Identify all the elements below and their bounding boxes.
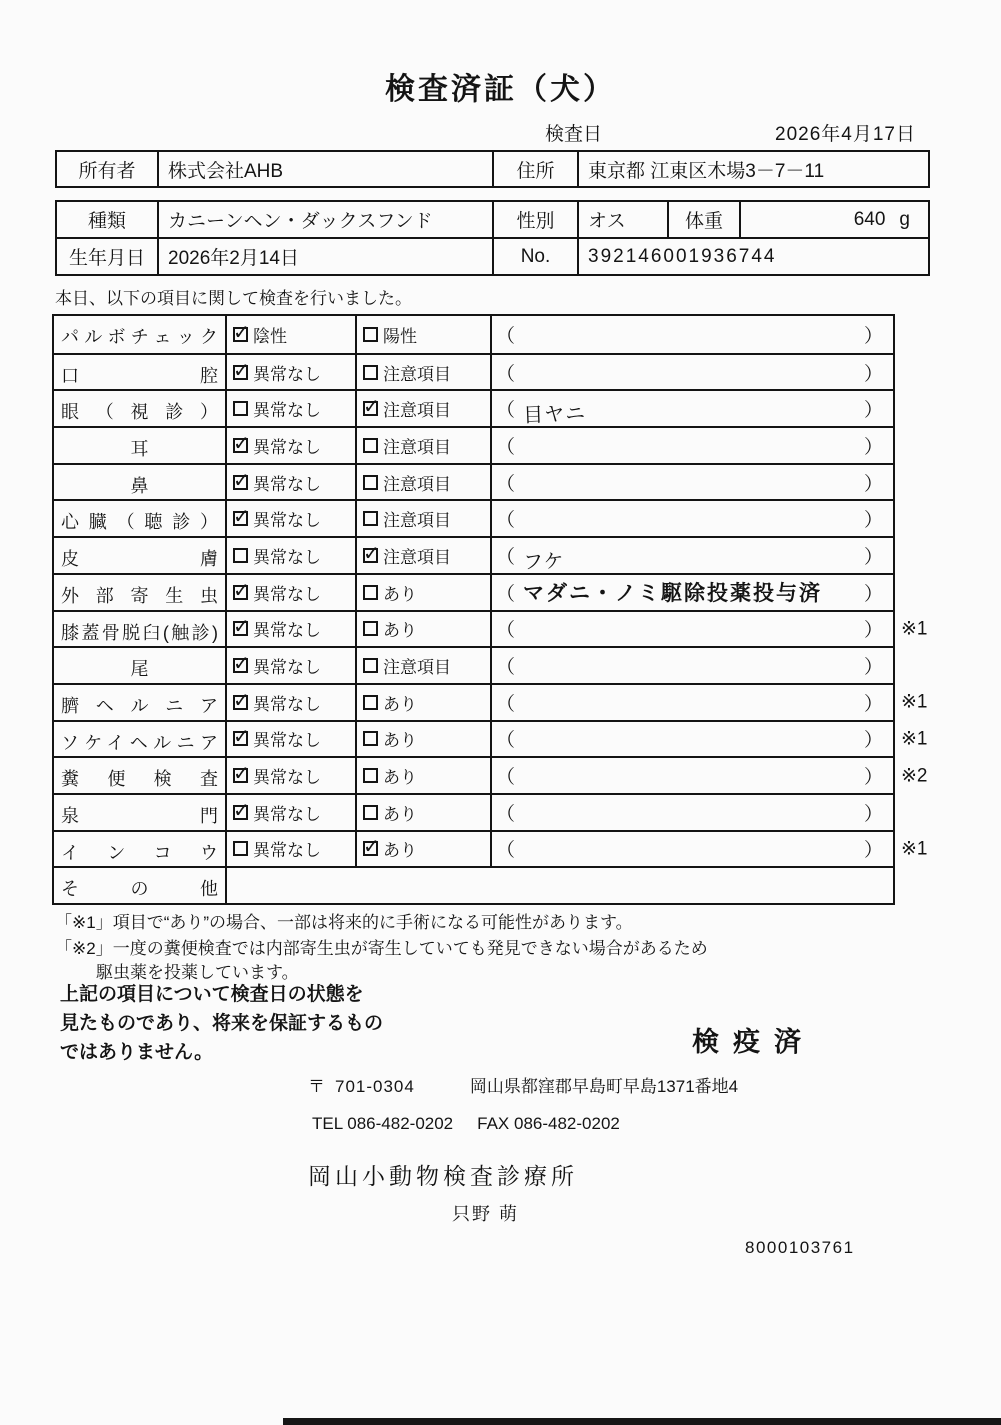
exam-option-2 xyxy=(355,685,490,720)
footnote-mark: ※2 xyxy=(901,765,928,787)
exam-note-cell xyxy=(490,722,893,757)
clinic-fax: FAX 086-482-0202 xyxy=(477,1114,620,1133)
exam-option-label: あり xyxy=(383,804,417,824)
disclaimer-text xyxy=(60,980,383,1067)
weight-label: 体重 xyxy=(667,202,739,237)
breed-label: 種類 xyxy=(87,211,126,232)
exam-row xyxy=(54,866,893,903)
checkbox-unchecked-icon xyxy=(363,438,378,453)
disclaimer-line-2: 見たものであり、将来を保証するもの xyxy=(60,1013,384,1034)
exam-option-label: 異常なし xyxy=(253,731,321,751)
exam-row xyxy=(54,720,928,757)
exam-option-1 xyxy=(225,832,355,867)
exam-option-label: 異常なし xyxy=(253,658,321,678)
exam-option-label: 注意項目 xyxy=(383,511,451,531)
open-paren: （ xyxy=(496,510,516,532)
owner-label: 所有者 xyxy=(78,160,136,182)
close-paren: ） xyxy=(863,325,883,347)
clinic-tel: TEL 086-482-0202 xyxy=(312,1114,454,1133)
exam-note-cell xyxy=(490,575,893,610)
footnote-mark: ※1 xyxy=(901,728,928,750)
address-label: 住所 xyxy=(492,152,577,186)
exam-note-cell xyxy=(490,501,893,536)
birthdate-label: 生年月日 xyxy=(68,248,145,269)
checkbox-checked-icon xyxy=(233,805,248,820)
exam-option-1 xyxy=(225,316,355,353)
close-paren: ） xyxy=(863,767,883,789)
checkbox-unchecked-icon xyxy=(363,621,378,636)
close-paren: ） xyxy=(863,620,883,642)
exam-item-label: その他 xyxy=(61,879,218,900)
breed-value: カニーンヘン・ダックスフンド xyxy=(157,202,492,237)
exam-item-label: 皮膚 xyxy=(61,549,218,570)
exam-option-label: 異常なし xyxy=(253,474,321,494)
clinic-name: 岡山小動物検査診療所 xyxy=(308,1163,578,1189)
exam-option-label: 異常なし xyxy=(253,437,321,457)
close-paren: ） xyxy=(863,510,883,532)
open-paren: （ xyxy=(496,840,516,862)
exam-option-2 xyxy=(355,758,490,793)
postal-code: 701-0304 xyxy=(335,1077,415,1096)
intro-text: 本日、以下の項目に関して検査を行いました。 xyxy=(55,289,412,308)
open-paren: （ xyxy=(496,657,516,679)
footnote-2-continued: 駆虫薬を投薬しています。 xyxy=(96,963,299,982)
exam-option-2 xyxy=(355,391,490,426)
clinic-address: 岡山県都窪郡早島町早島1371番地4 xyxy=(469,1077,739,1096)
exam-item-label: パルボチェック xyxy=(61,327,218,347)
exam-row xyxy=(54,756,928,793)
checkbox-checked-icon xyxy=(363,841,378,856)
exam-option-label: 異常なし xyxy=(253,511,321,531)
close-paren: ） xyxy=(863,400,883,422)
open-paren: （ xyxy=(496,583,516,605)
owner-value: 株式会社AHB xyxy=(157,152,492,186)
footnote-2: 「※2」一度の糞便検査では内部寄生虫が寄生していても発見できない場合があるため xyxy=(55,939,708,958)
birthdate-value: 2026年2月14日 xyxy=(157,239,492,274)
open-paren: （ xyxy=(496,730,516,752)
pet-table xyxy=(55,200,930,276)
disclaimer-line-3: ではありません。 xyxy=(60,1042,214,1063)
checkbox-unchecked-icon xyxy=(363,327,378,342)
exam-option-label: 異常なし xyxy=(253,694,321,714)
serial-number: 8000103761 xyxy=(745,1238,855,1257)
exam-note-text: フケ xyxy=(522,550,565,574)
checkbox-unchecked-icon xyxy=(233,401,248,416)
checkbox-checked-icon xyxy=(233,695,248,710)
close-paren: ） xyxy=(863,473,883,495)
exam-option-1 xyxy=(225,465,355,500)
checkbox-checked-icon xyxy=(233,658,248,673)
exam-item-label: 泉門 xyxy=(61,805,218,826)
exam-option-2 xyxy=(355,612,490,647)
exam-row xyxy=(54,499,893,536)
checkbox-checked-icon xyxy=(233,511,248,526)
exam-row xyxy=(54,830,928,867)
exam-note-cell xyxy=(490,612,893,647)
exam-item-label: 外部寄生虫 xyxy=(61,585,218,606)
close-paren: ） xyxy=(863,730,883,752)
checkbox-unchecked-icon xyxy=(363,768,378,783)
exam-option-2 xyxy=(355,428,490,463)
open-paren: （ xyxy=(496,693,516,715)
disclaimer-line-1: 上記の項目について検査日の状態を xyxy=(60,984,364,1005)
footnote-mark: ※1 xyxy=(901,838,928,860)
owner-table xyxy=(55,150,930,188)
close-paren: ） xyxy=(863,436,883,458)
inspection-date-value: 2026年4月17日 xyxy=(775,124,916,145)
exam-note-cell xyxy=(490,428,893,463)
exam-option-2 xyxy=(355,538,490,573)
exam-option-2 xyxy=(355,722,490,757)
checkbox-unchecked-icon xyxy=(363,658,378,673)
exam-option-2 xyxy=(355,501,490,536)
exam-option-2 xyxy=(355,465,490,500)
exam-note-cell xyxy=(490,832,893,867)
checkbox-unchecked-icon xyxy=(363,731,378,746)
exam-option-2 xyxy=(355,575,490,610)
sex-label: 性別 xyxy=(492,202,577,237)
exam-note-cell xyxy=(490,538,893,573)
open-paren: （ xyxy=(496,546,516,568)
close-paren: ） xyxy=(863,583,883,605)
checkbox-unchecked-icon xyxy=(233,548,248,563)
exam-option-label: あり xyxy=(383,731,417,751)
exam-row xyxy=(54,683,928,720)
footnote-mark: ※1 xyxy=(901,691,928,713)
exam-item-label: インコウ xyxy=(61,842,218,863)
exam-row xyxy=(54,536,893,573)
exam-row xyxy=(54,426,893,463)
exam-option-1 xyxy=(225,795,355,830)
checkbox-checked-icon xyxy=(233,585,248,600)
checkbox-unchecked-icon xyxy=(363,365,378,380)
exam-row xyxy=(54,793,893,830)
pet-table-row-breed xyxy=(57,202,928,237)
exam-note-cell xyxy=(490,648,893,683)
checkbox-unchecked-icon xyxy=(363,695,378,710)
footnote-mark: ※1 xyxy=(901,618,928,640)
exam-option-1 xyxy=(225,391,355,426)
exam-option-label: 異常なし xyxy=(253,804,321,824)
open-paren: （ xyxy=(496,767,516,789)
exam-note-cell xyxy=(490,355,893,390)
exam-row xyxy=(54,389,893,426)
exam-item-label: 鼻 xyxy=(130,475,149,496)
exam-option-label: 陰性 xyxy=(253,326,287,346)
close-paren: ） xyxy=(863,693,883,715)
exam-option-label: あり xyxy=(383,841,417,861)
exam-option-1 xyxy=(225,612,355,647)
exam-option-label: あり xyxy=(383,694,417,714)
checkbox-checked-icon xyxy=(233,475,248,490)
checkbox-unchecked-icon xyxy=(233,841,248,856)
exam-option-2 xyxy=(355,355,490,390)
open-paren: （ xyxy=(496,363,516,385)
pet-table-row-birth xyxy=(57,237,928,274)
weight-cell xyxy=(739,202,928,237)
exam-option-label: 注意項目 xyxy=(383,547,451,567)
exam-item-label: 耳 xyxy=(130,439,149,460)
exam-item-label: 口腔 xyxy=(61,365,218,386)
exam-option-label: 異常なし xyxy=(253,768,321,788)
weight-unit: g xyxy=(899,208,910,230)
exam-option-label: 異常なし xyxy=(253,364,321,384)
checkbox-unchecked-icon xyxy=(363,585,378,600)
exam-option-label: 注意項目 xyxy=(383,401,451,421)
open-paren: （ xyxy=(496,473,516,495)
exam-note-cell xyxy=(490,316,893,353)
exam-empty-cell xyxy=(225,868,893,903)
exam-row xyxy=(54,353,893,390)
exam-item-label: 膝蓋骨脱臼(触診) xyxy=(61,622,218,643)
exam-note-cell xyxy=(490,465,893,500)
exam-item-label: ソケイヘルニア xyxy=(61,732,218,753)
close-paren: ） xyxy=(863,363,883,385)
postal-mark-icon: 〒 xyxy=(308,1077,325,1096)
checkbox-checked-icon xyxy=(233,327,248,342)
exam-item-label: 臍ヘルニア xyxy=(61,695,218,716)
scan-edge-artifact xyxy=(283,1418,1001,1425)
exam-table xyxy=(52,314,928,905)
checkbox-checked-icon xyxy=(363,548,378,563)
exam-note-cell xyxy=(490,758,893,793)
weight-value: 640 xyxy=(853,208,886,230)
quarantine-stamp: 検疫済 xyxy=(692,1027,815,1057)
exam-item-label: 眼（視診） xyxy=(61,402,218,423)
exam-option-label: 異常なし xyxy=(253,841,321,861)
exam-option-2 xyxy=(355,795,490,830)
exam-option-label: あり xyxy=(383,584,417,604)
exam-item-label: 糞便検査 xyxy=(61,769,218,790)
close-paren: ） xyxy=(863,657,883,679)
exam-option-1 xyxy=(225,575,355,610)
inspection-date-label: 検査日 xyxy=(545,124,603,145)
exam-item-label: 尾 xyxy=(130,659,149,680)
checkbox-checked-icon xyxy=(363,401,378,416)
registration-no-value: 392146001936744 xyxy=(577,239,928,274)
checkbox-checked-icon xyxy=(233,621,248,636)
exam-row xyxy=(54,610,928,647)
exam-option-1 xyxy=(225,722,355,757)
open-paren: （ xyxy=(496,436,516,458)
exam-option-label: あり xyxy=(383,621,417,641)
exam-option-label: 異常なし xyxy=(253,584,321,604)
exam-option-label: 異常なし xyxy=(253,621,321,641)
address-value: 東京都 江東区木場3－7－11 xyxy=(577,152,928,186)
clinic-phone-line xyxy=(312,1114,620,1134)
exam-option-label: 異常なし xyxy=(253,401,321,421)
close-paren: ） xyxy=(863,546,883,568)
exam-item-label: 心臓（聴診） xyxy=(61,512,218,533)
checkbox-checked-icon xyxy=(233,438,248,453)
open-paren: （ xyxy=(496,620,516,642)
exam-row xyxy=(54,573,893,610)
exam-option-2 xyxy=(355,648,490,683)
checkbox-unchecked-icon xyxy=(363,511,378,526)
exam-option-2 xyxy=(355,832,490,867)
registration-no-label: No. xyxy=(492,239,577,274)
exam-option-label: 陽性 xyxy=(383,326,417,346)
exam-row xyxy=(54,316,893,353)
sex-value: オス xyxy=(577,202,667,237)
close-paren: ） xyxy=(863,803,883,825)
exam-option-1 xyxy=(225,685,355,720)
veterinarian-name: 只野 萌 xyxy=(452,1204,520,1224)
exam-option-2 xyxy=(355,316,490,353)
checkbox-unchecked-icon xyxy=(363,475,378,490)
open-paren: （ xyxy=(496,400,516,422)
exam-option-label: 注意項目 xyxy=(383,437,451,457)
exam-note-text: マダニ・ノミ駆除投薬投与済 xyxy=(523,582,823,606)
exam-option-1 xyxy=(225,648,355,683)
checkbox-checked-icon xyxy=(233,365,248,380)
exam-option-1 xyxy=(225,428,355,463)
clinic-postal-line xyxy=(308,1072,738,1097)
exam-row xyxy=(54,646,893,683)
exam-option-label: あり xyxy=(383,768,417,788)
exam-option-label: 注意項目 xyxy=(383,474,451,494)
open-paren: （ xyxy=(496,803,516,825)
exam-row xyxy=(54,463,893,500)
close-paren: ） xyxy=(863,840,883,862)
open-paren: （ xyxy=(496,325,516,347)
checkbox-unchecked-icon xyxy=(363,805,378,820)
exam-note-cell xyxy=(490,391,893,426)
footnote-1: 「※1」項目で“あり”の場合、一部は将来的に手術になる可能性があります。 xyxy=(55,913,633,932)
exam-option-1 xyxy=(225,501,355,536)
exam-note-cell xyxy=(490,795,893,830)
exam-option-label: 注意項目 xyxy=(383,658,451,678)
exam-note-cell xyxy=(490,685,893,720)
page-title: 検査済証（犬） xyxy=(385,73,616,106)
exam-option-1 xyxy=(225,355,355,390)
exam-note-text: 目ヤニ xyxy=(522,402,587,428)
exam-option-label: 異常なし xyxy=(253,547,321,567)
checkbox-checked-icon xyxy=(233,768,248,783)
exam-option-1 xyxy=(225,538,355,573)
checkbox-checked-icon xyxy=(233,731,248,746)
exam-option-1 xyxy=(225,758,355,793)
exam-option-label: 注意項目 xyxy=(383,364,451,384)
